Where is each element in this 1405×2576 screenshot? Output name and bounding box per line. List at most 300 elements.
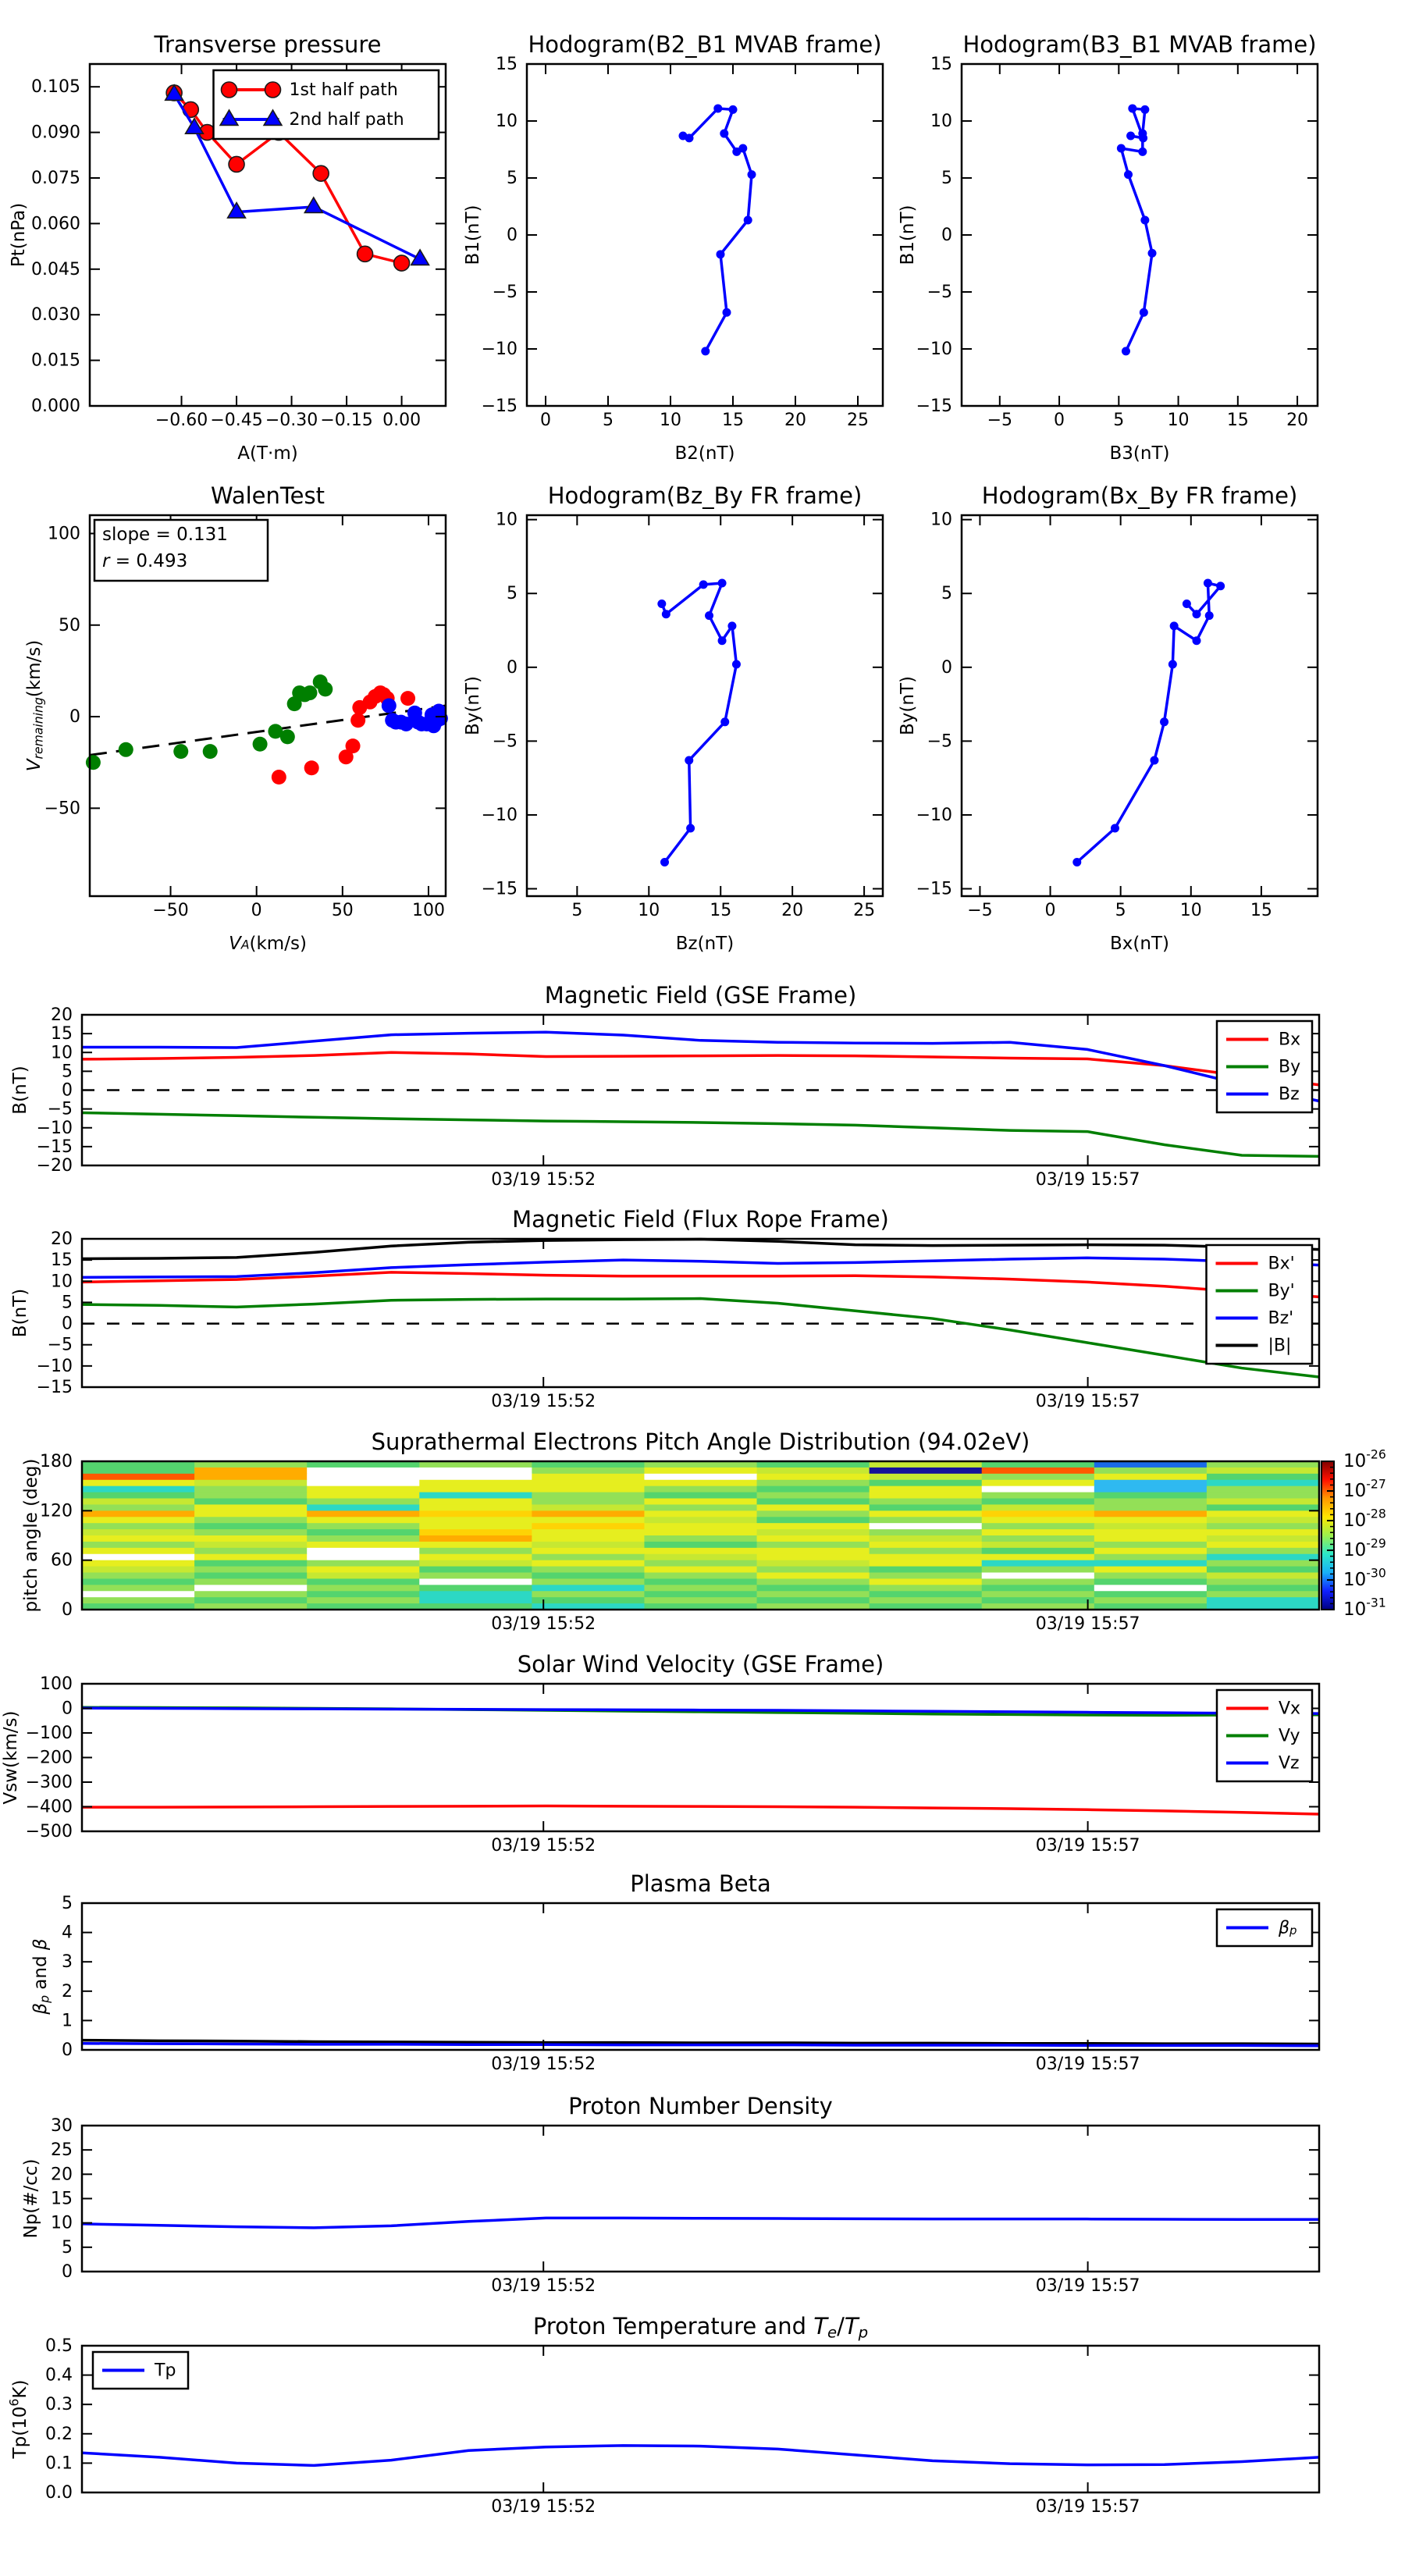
colorbar-label: $10^{-27}$ <box>1343 1475 1386 1501</box>
heatmap-cell <box>419 1504 532 1511</box>
y-tick-label: −200 <box>25 1748 73 1767</box>
heatmap-cell <box>757 1517 870 1524</box>
scatter-point-green <box>173 744 188 759</box>
y-tick-label: 0 <box>69 706 80 727</box>
colorbar-label: $10^{-30}$ <box>1343 1564 1386 1590</box>
heatmap-cell <box>82 1523 195 1530</box>
x-tick-label: −50 <box>152 901 189 921</box>
heatmap-cell <box>307 1461 420 1468</box>
heatmap-cell <box>194 1591 308 1598</box>
heatmap-cell <box>757 1542 870 1549</box>
heatmap-cell <box>307 1585 420 1592</box>
heatmap-cell <box>307 1567 420 1574</box>
y-tick-label: −10 <box>36 1356 73 1376</box>
heatmap-cell <box>1207 1523 1320 1530</box>
y-tick-label: −300 <box>25 1772 73 1792</box>
y-tick-label: 0 <box>62 2261 73 2282</box>
y-tick-label: 15 <box>51 1250 73 1270</box>
y-tick-label: −50 <box>44 798 80 818</box>
y-axis-label: By(nT) <box>463 676 483 735</box>
heatmap-cell <box>307 1591 420 1598</box>
heatmap-cell <box>532 1504 645 1511</box>
heatmap-cell <box>644 1486 757 1493</box>
heatmap-cell <box>532 1591 645 1598</box>
heatmap-cell <box>870 1461 983 1468</box>
legend <box>1217 1021 1312 1112</box>
heatmap-cell <box>1207 1474 1320 1481</box>
scatter-point-red <box>272 770 286 785</box>
heatmap-cell <box>532 1486 645 1493</box>
heatmap-cell <box>82 1486 195 1493</box>
heatmap-cell <box>644 1517 757 1524</box>
annotation-line: r = 0.493 <box>102 551 188 571</box>
heatmap-cell <box>307 1499 420 1506</box>
scatter-point-blue <box>382 699 397 713</box>
x-tick-label: 03/19 15:57 <box>1035 2055 1140 2075</box>
heatmap-cell <box>757 1474 870 1481</box>
marker-dot <box>1117 144 1126 153</box>
y-tick-label: 0.3 <box>45 2394 73 2414</box>
heatmap-cell <box>982 1461 1095 1468</box>
panel-title: Hodogram(B3_B1 MVAB frame) <box>962 31 1317 58</box>
heatmap-cell <box>1094 1504 1208 1511</box>
x-axis-label: A(T·m) <box>237 443 298 464</box>
heatmap-cell <box>1094 1567 1208 1574</box>
panel-title: Transverse pressure <box>154 31 382 58</box>
heatmap-cell <box>1207 1517 1320 1524</box>
heatmap-cell <box>194 1468 308 1475</box>
heatmap-cell <box>419 1486 532 1493</box>
heatmap-cell <box>644 1493 757 1500</box>
x-tick-label: 03/19 15:57 <box>1035 1836 1140 1856</box>
heatmap-cell <box>757 1486 870 1493</box>
y-tick-label: 0 <box>507 657 518 678</box>
x-tick-label: 5 <box>603 411 614 431</box>
heatmap-cell <box>194 1517 308 1524</box>
heatmap-cell <box>194 1578 308 1585</box>
x-tick-label: 15 <box>1250 901 1272 921</box>
x-tick-label: −5 <box>987 411 1013 431</box>
heatmap-cell <box>870 1597 983 1604</box>
scatter-point-green <box>318 681 333 696</box>
heatmap-cell <box>870 1517 983 1524</box>
x-tick-label: 03/19 15:57 <box>1035 1170 1140 1190</box>
panel-title: Plasma Beta <box>630 1870 771 1897</box>
heatmap-cell <box>419 1548 532 1555</box>
heatmap-cell <box>419 1493 532 1500</box>
heatmap-cell <box>419 1517 532 1524</box>
x-tick-label: 03/19 15:57 <box>1035 1392 1140 1412</box>
y-tick-label: −5 <box>927 282 952 302</box>
heatmap-cell <box>644 1504 757 1511</box>
heatmap-cell <box>1207 1548 1320 1555</box>
heatmap-cell <box>870 1573 983 1580</box>
y-tick-label: −15 <box>36 1377 73 1397</box>
heatmap-cell <box>82 1591 195 1598</box>
scatter-point-red <box>400 691 415 706</box>
heatmap-cell <box>194 1486 308 1493</box>
legend <box>1207 1245 1313 1364</box>
y-tick-label: 10 <box>930 111 952 131</box>
y-tick-label: 50 <box>59 615 80 635</box>
heatmap-cell <box>82 1578 195 1585</box>
x-tick-label: −0.45 <box>210 411 263 431</box>
heatmap-cell <box>82 1585 195 1592</box>
y-tick-label: 1 <box>62 2010 73 2030</box>
y-tick-label: −5 <box>492 731 518 751</box>
heatmap-cell <box>644 1585 757 1592</box>
y-tick-label: 5 <box>507 583 518 603</box>
x-axis-label: B3(nT) <box>1109 443 1170 464</box>
x-tick-label: 03/19 15:52 <box>491 1392 596 1412</box>
heatmap-cell <box>982 1567 1095 1574</box>
heatmap-cell <box>644 1523 757 1530</box>
heatmap-cell <box>532 1480 645 1487</box>
heatmap-cell <box>1207 1597 1320 1604</box>
marker-dot <box>1148 249 1157 258</box>
x-tick-label: 03/19 15:52 <box>491 2276 596 2297</box>
y-tick-label: 0 <box>941 657 952 678</box>
y-tick-label: 10 <box>51 1042 73 1062</box>
scatter-point-green <box>86 755 101 770</box>
heatmap-cell <box>982 1597 1095 1604</box>
y-tick-label: 0.060 <box>31 213 80 233</box>
heatmap-cell <box>307 1597 420 1604</box>
heatmap-cell <box>307 1529 420 1536</box>
legend-label: Bx <box>1279 1030 1301 1049</box>
heatmap-cell <box>644 1480 757 1487</box>
heatmap-cell <box>82 1480 195 1487</box>
heatmap-cell <box>419 1567 532 1574</box>
heatmap-cell <box>1207 1499 1320 1506</box>
heatmap-cell <box>532 1535 645 1542</box>
heatmap-cell <box>870 1493 983 1500</box>
heatmap-cell <box>82 1517 195 1524</box>
heatmap-cell <box>307 1504 420 1511</box>
y-tick-label: 5 <box>62 2237 73 2258</box>
y-tick-label: −5 <box>47 1099 73 1119</box>
scatter-point-green <box>253 737 268 752</box>
marker-dot <box>657 600 666 608</box>
heatmap-cell <box>82 1554 195 1561</box>
heatmap-cell <box>1094 1585 1208 1592</box>
heatmap-cell <box>82 1535 195 1542</box>
heatmap-cell <box>982 1548 1095 1555</box>
x-tick-label: −0.30 <box>265 411 318 431</box>
panel-title: Suprathermal Electrons Pitch Angle Distribution (94.02eV) <box>371 1429 1030 1455</box>
heatmap-cell <box>194 1529 308 1536</box>
y-tick-label: 120 <box>40 1500 73 1521</box>
heatmap-cell <box>1207 1480 1320 1487</box>
legend-label: Vx <box>1279 1699 1301 1718</box>
heatmap-cell <box>419 1499 532 1506</box>
y-tick-label: 30 <box>51 2115 73 2136</box>
panel-title: Hodogram(Bz_By FR frame) <box>547 482 863 509</box>
marker-circle <box>357 246 373 262</box>
heatmap-cell <box>1207 1585 1320 1592</box>
x-tick-label: 03/19 15:57 <box>1035 2276 1140 2297</box>
heatmap-cell <box>1207 1591 1320 1598</box>
panel-title: Magnetic Field (GSE Frame) <box>544 982 857 1009</box>
y-tick-label: 0.105 <box>31 76 80 97</box>
marker-dot <box>729 105 738 114</box>
y-tick-label: 0.4 <box>45 2365 73 2386</box>
marker-dot <box>723 308 731 317</box>
panel-title: Proton Number Density <box>568 2093 833 2119</box>
scatter-point-red <box>346 738 361 753</box>
heatmap-cell <box>1094 1493 1208 1500</box>
y-tick-label: 0 <box>941 225 952 245</box>
heatmap-cell <box>982 1591 1095 1598</box>
y-tick-label: 5 <box>941 583 952 603</box>
marker-dot <box>1140 216 1149 225</box>
heatmap-cell <box>194 1573 308 1580</box>
x-axis-label: B2(nT) <box>674 443 735 464</box>
y-tick-label: −15 <box>36 1137 73 1157</box>
heatmap-cell <box>644 1548 757 1555</box>
heatmap-cell <box>982 1474 1095 1481</box>
heatmap-cell <box>1094 1474 1208 1481</box>
heatmap-cell <box>1094 1554 1208 1561</box>
x-tick-label: −5 <box>967 901 993 921</box>
heatmap-cell <box>757 1554 870 1561</box>
x-tick-label: 03/19 15:52 <box>491 1836 596 1856</box>
heatmap-cell <box>419 1474 532 1481</box>
heatmap-cell <box>532 1548 645 1555</box>
y-tick-label: −5 <box>927 731 952 751</box>
x-tick-label: 10 <box>660 411 681 431</box>
heatmap-cell <box>644 1542 757 1549</box>
y-tick-label: 10 <box>51 1271 73 1291</box>
heatmap-cell <box>419 1523 532 1530</box>
marker-dot <box>1183 600 1191 608</box>
y-tick-label: 10 <box>930 510 952 530</box>
legend-label: Bx' <box>1268 1254 1295 1273</box>
heatmap-cell <box>1094 1560 1208 1567</box>
y-tick-label: −15 <box>481 396 518 416</box>
panel-title: Hodogram(B2_B1 MVAB frame) <box>528 31 882 58</box>
heatmap-cell <box>1094 1573 1208 1580</box>
marker-dot <box>1126 131 1135 140</box>
x-tick-label: 10 <box>1179 901 1202 921</box>
heatmap-cell <box>982 1510 1095 1517</box>
y-axis-label: B1(nT) <box>463 205 483 265</box>
heatmap-cell <box>757 1535 870 1542</box>
x-tick-label: 0 <box>1054 411 1065 431</box>
heatmap-cell <box>982 1486 1095 1493</box>
heatmap-cell <box>982 1573 1095 1580</box>
marker-dot <box>732 660 741 669</box>
heatmap-cell <box>307 1486 420 1493</box>
heatmap-cell <box>532 1523 645 1530</box>
y-tick-label: 0.015 <box>31 350 80 371</box>
heatmap-cell <box>419 1535 532 1542</box>
heatmap-cell <box>419 1461 532 1468</box>
y-tick-label: 100 <box>48 523 80 543</box>
heatmap-cell <box>82 1542 195 1549</box>
heatmap-cell <box>419 1480 532 1487</box>
panel-title: Solar Wind Velocity (GSE Frame) <box>517 1651 884 1678</box>
heatmap-cell <box>419 1573 532 1580</box>
heatmap-cell <box>307 1560 420 1567</box>
heatmap-cell <box>532 1578 645 1585</box>
heatmap-cell <box>532 1461 645 1468</box>
heatmap-cell <box>82 1597 195 1604</box>
heatmap-cell <box>982 1480 1095 1487</box>
heatmap-cell <box>757 1591 870 1598</box>
heatmap-cell <box>419 1560 532 1567</box>
heatmap-cell <box>307 1517 420 1524</box>
heatmap-cell <box>419 1585 532 1592</box>
heatmap-cell <box>307 1554 420 1561</box>
x-axis-label: Bx(nT) <box>1110 934 1169 954</box>
colorbar-label: $10^{-28}$ <box>1343 1505 1386 1531</box>
x-tick-label: 03/19 15:57 <box>1035 2497 1140 2517</box>
x-axis-label: Bz(nT) <box>675 934 735 954</box>
heatmap-cell <box>194 1504 308 1511</box>
marker-dot <box>699 580 708 589</box>
scatter-point-green <box>280 729 295 744</box>
heatmap-cell <box>757 1493 870 1500</box>
marker-dot <box>1204 579 1212 588</box>
heatmap-cell <box>419 1554 532 1561</box>
heatmap-cell <box>307 1493 420 1500</box>
y-tick-label: 15 <box>496 54 518 74</box>
heatmap-cell <box>644 1567 757 1574</box>
x-tick-label: 15 <box>710 901 732 921</box>
y-tick-label: 10 <box>496 510 518 530</box>
y-tick-label: −10 <box>916 805 952 825</box>
heatmap-cell <box>982 1523 1095 1530</box>
heatmap-cell <box>532 1542 645 1549</box>
heatmap-cell <box>1207 1567 1320 1574</box>
y-tick-label: −400 <box>25 1797 73 1816</box>
panel-title: Magnetic Field (Flux Rope Frame) <box>512 1206 889 1233</box>
heatmap-cell <box>532 1567 645 1574</box>
x-tick-label: 10 <box>638 901 660 921</box>
heatmap-cell <box>532 1597 645 1604</box>
heatmap-cell <box>194 1474 308 1481</box>
marker-dot <box>1216 582 1225 590</box>
x-tick-label: 10 <box>1167 411 1190 431</box>
y-tick-label: 20 <box>51 1005 73 1025</box>
heatmap-cell <box>870 1567 983 1574</box>
heatmap-cell <box>82 1548 195 1555</box>
heatmap-cell <box>982 1517 1095 1524</box>
x-tick-label: 03/19 15:52 <box>491 1170 596 1190</box>
heatmap-cell <box>870 1499 983 1506</box>
heatmap-cell <box>194 1548 308 1555</box>
marker-dot <box>748 170 756 179</box>
y-tick-label: 0 <box>62 1599 73 1620</box>
heatmap-cell <box>307 1573 420 1580</box>
legend-marker <box>222 82 237 98</box>
legend <box>1217 1690 1312 1781</box>
x-tick-label: 50 <box>331 901 354 921</box>
marker-circle <box>229 156 244 172</box>
marker-circle <box>313 165 329 181</box>
y-tick-label: 5 <box>62 1292 73 1312</box>
heatmap-cell <box>757 1510 870 1517</box>
marker-dot <box>1160 717 1168 726</box>
y-axis-label: Pt(nPa) <box>9 202 29 268</box>
x-tick-label: 25 <box>853 901 876 921</box>
y-tick-label: 10 <box>496 111 518 131</box>
heatmap-cell <box>870 1560 983 1567</box>
heatmap-cell <box>419 1591 532 1598</box>
heatmap-cell <box>870 1504 983 1511</box>
heatmap-cell <box>82 1474 195 1481</box>
y-axis-label: $Tp(10^6K)$ <box>6 2379 30 2459</box>
y-tick-label: 5 <box>62 1893 73 1913</box>
heatmap-cell <box>870 1585 983 1592</box>
panel-title: Hodogram(Bx_By FR frame) <box>981 482 1298 509</box>
heatmap-cell <box>870 1591 983 1598</box>
marker-dot <box>718 579 727 588</box>
heatmap-cell <box>532 1585 645 1592</box>
y-tick-label: 15 <box>930 54 952 74</box>
heatmap-cell <box>307 1548 420 1555</box>
heatmap-cell <box>82 1504 195 1511</box>
legend-label: Bz' <box>1268 1308 1294 1328</box>
legend-label: Bz <box>1279 1084 1300 1104</box>
heatmap-cell <box>870 1578 983 1585</box>
x-tick-label: 25 <box>847 411 869 431</box>
heatmap-cell <box>1094 1461 1208 1468</box>
y-tick-label: 0.000 <box>31 396 80 416</box>
heatmap-cell <box>532 1517 645 1524</box>
x-tick-label: 03/19 15:52 <box>491 2055 596 2075</box>
legend-label: Vz <box>1279 1753 1300 1773</box>
heatmap-cell <box>194 1554 308 1561</box>
y-tick-label: 0.090 <box>31 123 80 143</box>
y-tick-label: 0.0 <box>45 2482 73 2503</box>
heatmap-cell <box>982 1578 1095 1585</box>
heatmap-cell <box>532 1468 645 1475</box>
y-tick-label: 0 <box>62 1314 73 1334</box>
y-tick-label: −15 <box>481 879 518 899</box>
heatmap-cell <box>644 1529 757 1536</box>
y-tick-label: 25 <box>51 2140 73 2160</box>
heatmap-cell <box>644 1468 757 1475</box>
heatmap-cell <box>757 1468 870 1475</box>
heatmap-cell <box>982 1560 1095 1567</box>
heatmap-cell <box>757 1585 870 1592</box>
heatmap-cell <box>870 1548 983 1555</box>
y-tick-label: 0.2 <box>45 2424 73 2444</box>
heatmap-cell <box>194 1499 308 1506</box>
y-tick-label: 15 <box>51 2189 73 2208</box>
heatmap-cell <box>982 1585 1095 1592</box>
marker-dot <box>717 250 725 258</box>
heatmap-cell <box>1207 1578 1320 1585</box>
marker-dot <box>744 216 752 225</box>
x-tick-label: 5 <box>1115 901 1126 921</box>
heatmap-cell <box>82 1567 195 1574</box>
scatter-point-red <box>304 760 319 775</box>
y-tick-label: 60 <box>51 1550 73 1571</box>
y-tick-label: 0 <box>62 2040 73 2060</box>
heatmap-cell <box>194 1493 308 1500</box>
heatmap-cell <box>644 1461 757 1468</box>
heatmap-cell <box>870 1474 983 1481</box>
x-tick-label: 20 <box>781 901 804 921</box>
heatmap-cell <box>1094 1499 1208 1506</box>
x-tick-label: 0 <box>540 411 551 431</box>
marker-dot <box>1140 105 1149 114</box>
y-tick-label: −10 <box>916 339 952 359</box>
heatmap-cell <box>194 1542 308 1549</box>
